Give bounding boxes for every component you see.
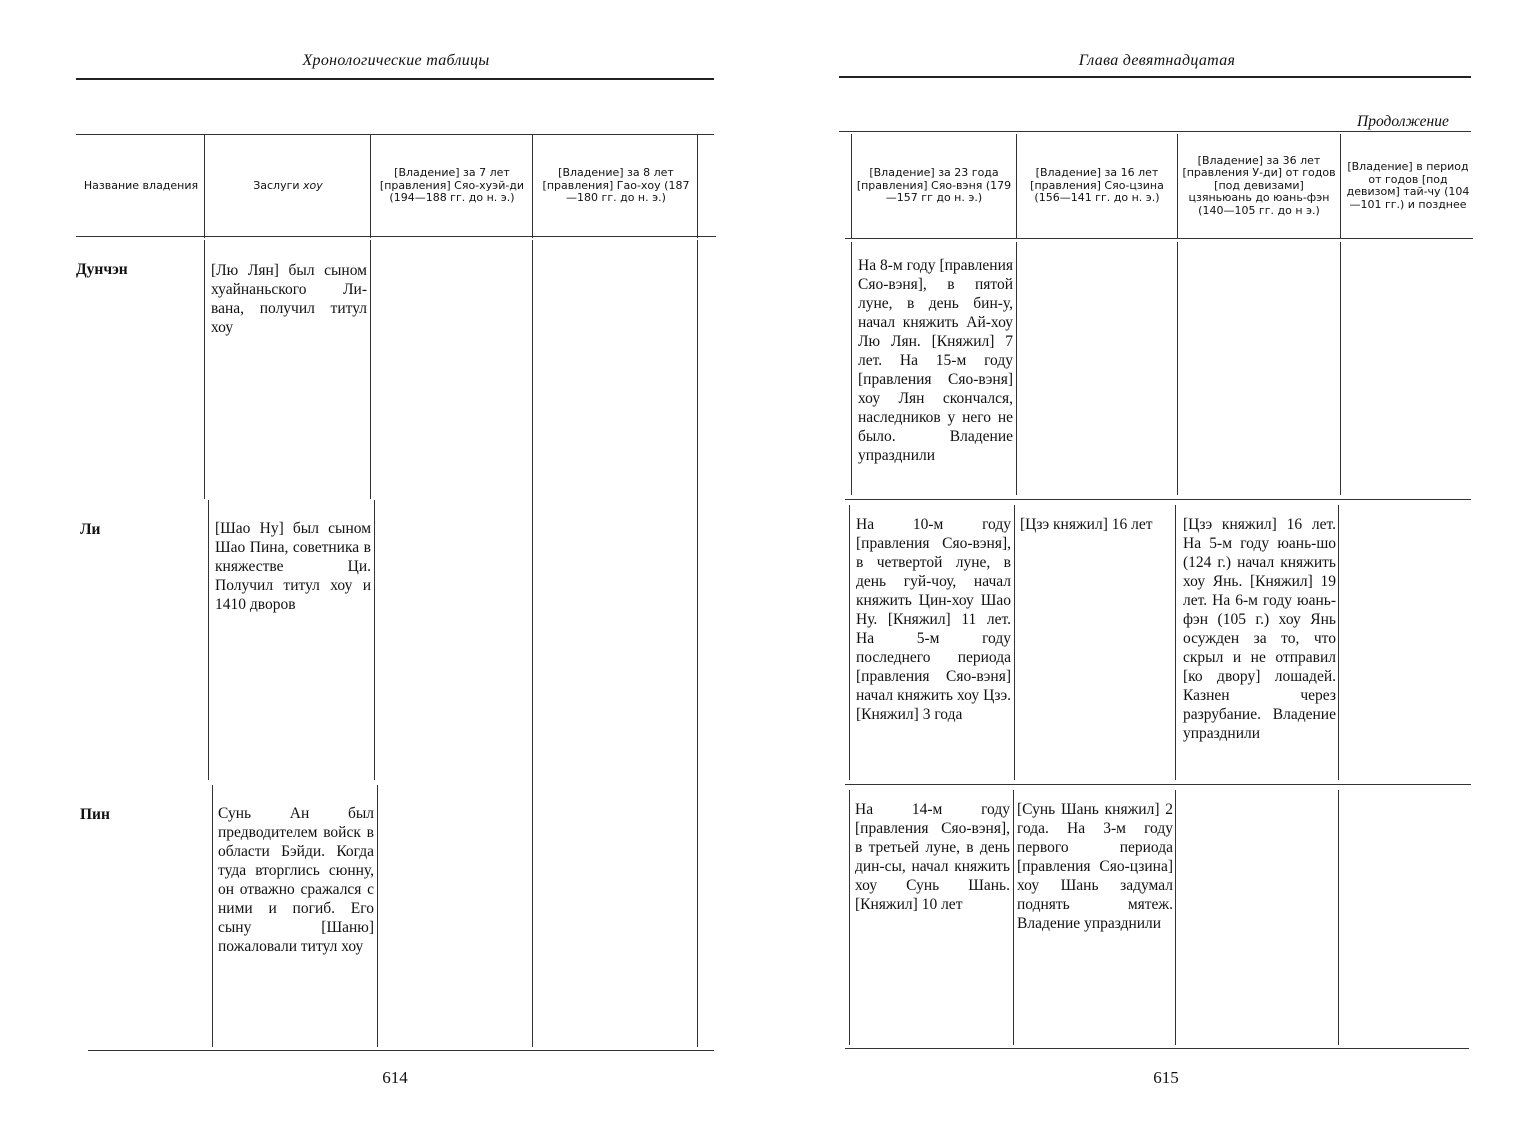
header-rule-right	[839, 76, 1471, 78]
table-top-rule	[76, 134, 714, 135]
col-divider	[208, 500, 209, 780]
col-header-xiao-wen: [Владение] за 23 года [правления] Сяо-вэня (179—157 гг до н. э.)	[856, 166, 1012, 205]
page-number-left: 614	[382, 1068, 408, 1087]
col-header-tai-chu: [Владение] в период от годов [под девизом] тай-чу (104—101 гг.) и позднее	[1346, 160, 1470, 211]
reign-cell: На 8-м году [правления Сяо-вэня], в пятой луне, в день бин-у, начал княжить Ай-хоу Лю Лян. [Княжил] 7 лет. На 15-м году [правления Сяо-вэня] хоу Лян скончался, наследников у него не было. Владение упразднили	[858, 257, 1013, 464]
col-divider	[849, 790, 850, 1045]
col-divider	[1014, 505, 1015, 780]
col-divider	[697, 135, 698, 238]
col-header-gao-hou: [Владение] за 8 лет [правления] Гао-хоу (187—180 гг. до н. э.)	[542, 166, 690, 205]
reign-cell: [Цзэ княжил] 16 лет	[1020, 516, 1153, 533]
col-divider	[1340, 242, 1341, 495]
col-divider	[370, 135, 371, 238]
table-bottom-rule	[845, 1048, 1469, 1049]
col-divider	[851, 134, 852, 238]
right-page	[763, 0, 1526, 1142]
col-divider	[370, 240, 371, 499]
header-bottom-rule	[76, 236, 716, 237]
row-name: Пин	[80, 806, 110, 823]
col-divider	[374, 500, 375, 780]
col-divider	[849, 505, 850, 780]
col-divider	[204, 135, 205, 238]
col-divider	[212, 785, 213, 1047]
reign-cell: [Цзэ княжил] 16 лет. На 5-м году юань-шо (124 г.) начал княжить хоу Янь. [Княжил] 19 лет. На 6-м году юань-фэн (105 г.) хоу Янь осужден за то, что скрыл и не отправил [ко двору] лошадей. Казнен через разрубание. Владение упразднили	[1183, 516, 1336, 742]
col-divider	[1177, 134, 1178, 238]
header-bottom-rule	[845, 238, 1473, 239]
col-divider	[1177, 242, 1178, 495]
col-divider	[1338, 790, 1339, 1045]
col-divider	[1016, 134, 1017, 238]
col-divider	[1016, 242, 1017, 495]
col-divider	[697, 240, 698, 1047]
col-divider	[532, 240, 533, 1047]
col-header-merit	[208, 138, 368, 234]
row-rule	[845, 499, 1471, 500]
merit-cell: Сунь Ан был предводителем войск в области Бэйди. Когда туда вторглись сюнну, он отважно сражался с ними и погиб. Его сыну [Шаню] пожаловали титул хоу	[218, 805, 374, 955]
col-divider	[377, 785, 378, 1047]
col-header-xiao-hui-di: [Владение] за 7 лет [правления] Сяо-хуэй-ди (194—188 гг. до н. э.)	[379, 166, 525, 205]
col-header-wu-di: [Владение] за 36 лет [правления У-ди] от годов [под девизами] цзяньюань до юань-фэн (140—105 гг. до н э.)	[1182, 153, 1336, 217]
running-head-left: Хронологические таблицы	[302, 52, 490, 69]
col-divider	[1013, 790, 1014, 1045]
reign-cell: На 14-м году [правления Сяо-вэня], в третьей луне, в день дин-сы, начал княжить хоу Сунь Шань. [Княжил] 10 лет	[855, 801, 1010, 913]
page-number-right: 615	[1153, 1068, 1179, 1087]
header-rule-left	[76, 78, 714, 80]
col-header-xiao-jing: [Владение] за 16 лет [правления] Сяо-цзина (156—141 гг. до н. э.)	[1030, 166, 1164, 205]
col-divider	[204, 240, 205, 499]
merit-cell: [Шао Ну] был сыном Шао Пина, советника в княжестве Ци. Получил титул хоу и 1410 дворов	[215, 520, 371, 613]
reign-cell: На 10-м году [правления Сяо-вэня], в четвертой луне, в день гуй-чоу, начал княжить Цин-хоу Шао Ну. [Княжил] 11 лет. На 5-м году последнего периода [правления Сяо-вэня] начал княжить хоу Цзэ. [Княжил] 3 года	[856, 516, 1011, 723]
continuation-label: Продолжение	[1357, 113, 1449, 130]
col-header-name: Название владения	[83, 178, 199, 192]
row-name: Дунчэн	[76, 261, 128, 278]
col-divider	[532, 135, 533, 238]
col-divider	[1175, 505, 1176, 780]
reign-cell: [Сунь Шань княжил] 2 года. На 3-м году первого периода [правления Сяо-цзина] хоу Шань задумал поднять мятеж. Владение упразднили	[1017, 801, 1173, 932]
col-divider	[1338, 505, 1339, 780]
col-divider	[851, 242, 852, 495]
col-divider	[1340, 134, 1341, 238]
table-bottom-rule	[88, 1050, 714, 1051]
col-header-merit-label: Заслуги хоу	[253, 178, 323, 192]
running-head-right: Глава девятнадцатая	[1078, 52, 1236, 69]
merit-cell: [Лю Лян] был сыном хуайнаньского Ли-вана, получил титул хоу	[211, 262, 367, 336]
col-divider	[1175, 790, 1176, 1045]
row-name: Ли	[80, 521, 101, 538]
table-top-rule	[839, 131, 1471, 132]
row-rule	[845, 784, 1471, 785]
